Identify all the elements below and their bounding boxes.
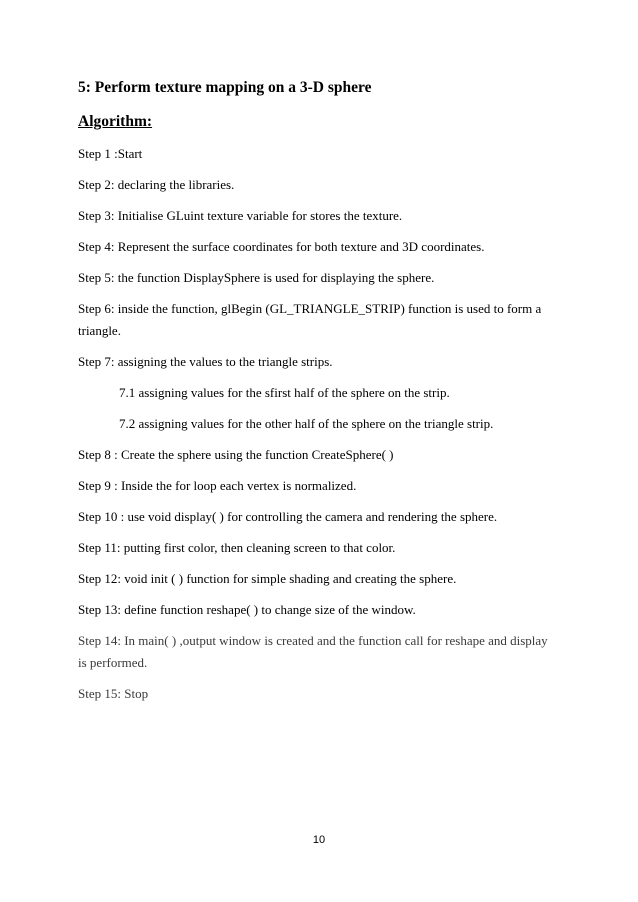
- step-5: Step 5: the function DisplaySphere is used for displaying the sphere.: [78, 270, 435, 285]
- step-9: Step 9 : Inside the for loop each vertex is normalized.: [78, 478, 357, 493]
- step-7-1: 7.1 assigning values for the sfirst half of the sphere on the strip.: [119, 385, 450, 400]
- step-1: Step 1 :Start: [78, 146, 143, 161]
- step-10: Step 10 : use void display( ) for controlling the camera and rendering the sphere.: [78, 509, 498, 524]
- step-7: Step 7: assigning the values to the triangle strips.: [78, 354, 333, 369]
- step-14: Step 14: In main( ) ,output window is created and the function call for reshape and display is performed.: [78, 633, 548, 670]
- step-6: Step 6: inside the function, glBegin (GL_TRIANGLE_STRIP) function is used to form a triangle.: [78, 301, 542, 338]
- step-2: Step 2: declaring the libraries.: [78, 177, 235, 192]
- step-12: Step 12: void init ( ) function for simple shading and creating the sphere.: [78, 571, 457, 586]
- page-number: 10: [312, 834, 326, 846]
- step-11: Step 11: putting first color, then cleaning screen to that color.: [78, 540, 396, 555]
- algorithm-steps-list: [78, 143, 558, 714]
- step-7-2: 7.2 assigning values for the other half of the sphere on the triangle strip.: [119, 416, 494, 431]
- step-4: Step 4: Represent the surface coordinates for both texture and 3D coordinates.: [78, 239, 485, 254]
- algorithm-heading: Algorithm:: [78, 113, 153, 130]
- step-15: Step 15: Stop: [78, 686, 149, 701]
- document-title: 5: Perform texture mapping on a 3-D sphere: [78, 79, 372, 96]
- step-3: Step 3: Initialise GLuint texture variable for stores the texture.: [78, 208, 403, 223]
- step-8: Step 8 : Create the sphere using the function CreateSphere( ): [78, 447, 394, 462]
- step-13: Step 13: define function reshape( ) to change size of the window.: [78, 602, 416, 617]
